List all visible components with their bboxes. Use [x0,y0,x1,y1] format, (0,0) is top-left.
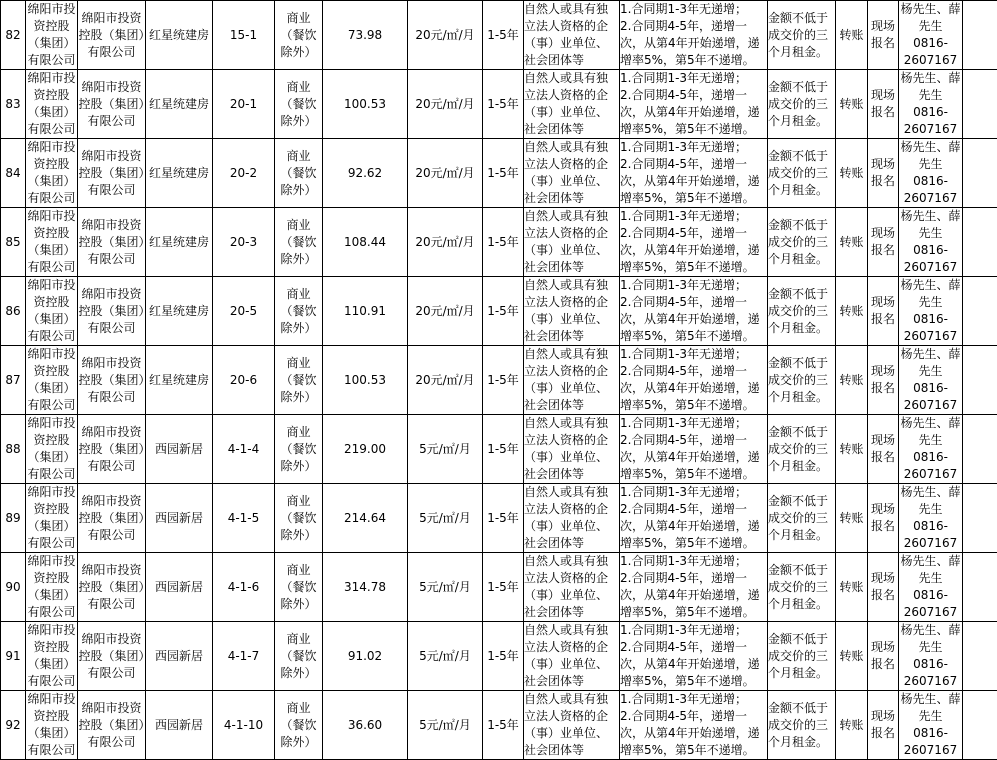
contact-cell [899,139,963,208]
unit-number-cell: 4-1-7 [213,622,275,691]
lessor-cell: 绵阳市投资控股（集团）有限公司 [26,346,78,415]
unit-number-cell: 4-1-5 [213,484,275,553]
contact-name: 杨先生、薛先生 [899,139,962,173]
empty-cell [963,277,997,346]
business-type-cell: 商业（餐饮除外） [275,1,323,70]
lease-term-cell: 1-5年 [483,208,524,277]
escalation-clause-2: 2.合同期4-5年，递增一次，从第4年开始递增，递增率5%，第5年不递增。 [620,432,767,483]
registration-method-cell: 现场报名 [868,553,899,622]
rent-escalation-cell [620,1,768,70]
rent-escalation-cell [620,208,768,277]
business-type-cell: 商业（餐饮除外） [275,691,323,760]
empty-cell [963,1,997,70]
row-number-cell: 88 [1,415,26,484]
table-row [1,691,997,760]
manager-cell: 绵阳市投资控股（集团）有限公司 [78,70,146,139]
deposit-cell: 金额不低于成交价的三个月租金。 [768,484,836,553]
rent-escalation-cell [620,484,768,553]
empty-cell [963,484,997,553]
escalation-clause-2: 2.合同期4-5年，递增一次，从第4年开始递增，递增率5%，第5年不递增。 [620,87,767,138]
escalation-clause-2: 2.合同期4-5年，递增一次，从第4年开始递增，递增率5%，第5年不递增。 [620,570,767,621]
area-cell: 91.02 [323,622,408,691]
contact-phone: 0816-2607167 [899,725,962,759]
contact-phone: 0816-2607167 [899,380,962,414]
business-type-cell: 商业（餐饮除外） [275,484,323,553]
row-number-cell: 89 [1,484,26,553]
payment-method-cell: 转账 [836,553,868,622]
lessor-cell: 绵阳市投资控股（集团）有限公司 [26,70,78,139]
deposit-cell: 金额不低于成交价的三个月租金。 [768,553,836,622]
contact-name: 杨先生、薛先生 [899,277,962,311]
payment-method-cell: 转账 [836,415,868,484]
rent-escalation-cell [620,277,768,346]
rent-price-cell: 20元/㎡/月 [408,208,483,277]
rent-escalation-cell [620,139,768,208]
lease-term-cell: 1-5年 [483,691,524,760]
registration-method-cell: 现场报名 [868,70,899,139]
payment-method-cell: 转账 [836,277,868,346]
contact-cell [899,1,963,70]
registration-method-cell: 现场报名 [868,139,899,208]
table-row [1,484,997,553]
tenant-qualification-cell: 自然人或具有独立法人资格的企（事）业单位、社会团体等 [524,415,620,484]
lessor-cell: 绵阳市投资控股（集团）有限公司 [26,208,78,277]
rent-price-cell: 20元/㎡/月 [408,139,483,208]
business-type-cell: 商业（餐饮除外） [275,346,323,415]
area-cell: 314.78 [323,553,408,622]
property-name-cell: 西园新居 [146,484,213,553]
property-name-cell: 西园新居 [146,691,213,760]
area-cell: 100.53 [323,70,408,139]
contact-cell [899,277,963,346]
escalation-clause-2: 2.合同期4-5年，递增一次，从第4年开始递增，递增率5%，第5年不递增。 [620,294,767,345]
registration-method-cell: 现场报名 [868,208,899,277]
table-row [1,346,997,415]
empty-cell [963,553,997,622]
empty-cell [963,208,997,277]
table-row [1,622,997,691]
tenant-qualification-cell: 自然人或具有独立法人资格的企（事）业单位、社会团体等 [524,139,620,208]
tenant-qualification-cell: 自然人或具有独立法人资格的企（事）业单位、社会团体等 [524,622,620,691]
unit-number-cell: 15-1 [213,1,275,70]
escalation-clause-1: 1.合同期1-3年无递增； [620,70,767,87]
escalation-clause-2: 2.合同期4-5年，递增一次，从第4年开始递增，递增率5%，第5年不递增。 [620,363,767,414]
lease-term-cell: 1-5年 [483,346,524,415]
escalation-clause-1: 1.合同期1-3年无递增； [620,208,767,225]
contact-cell [899,691,963,760]
payment-method-cell: 转账 [836,346,868,415]
unit-number-cell: 20-6 [213,346,275,415]
registration-method-cell: 现场报名 [868,346,899,415]
deposit-cell: 金额不低于成交价的三个月租金。 [768,1,836,70]
empty-cell [963,346,997,415]
unit-number-cell: 20-5 [213,277,275,346]
deposit-cell: 金额不低于成交价的三个月租金。 [768,139,836,208]
table-row [1,208,997,277]
lease-term-cell: 1-5年 [483,277,524,346]
contact-name: 杨先生、薛先生 [899,415,962,449]
manager-cell: 绵阳市投资控股（集团）有限公司 [78,139,146,208]
business-type-cell: 商业（餐饮除外） [275,277,323,346]
contact-cell [899,484,963,553]
escalation-clause-1: 1.合同期1-3年无递增； [620,691,767,708]
lease-term-cell: 1-5年 [483,622,524,691]
lessor-cell: 绵阳市投资控股（集团）有限公司 [26,484,78,553]
registration-method-cell: 现场报名 [868,484,899,553]
property-name-cell: 红星统建房 [146,346,213,415]
escalation-clause-1: 1.合同期1-3年无递增； [620,484,767,501]
contact-name: 杨先生、薛先生 [899,553,962,587]
rent-escalation-cell [620,622,768,691]
table-row [1,1,997,70]
lessor-cell: 绵阳市投资控股（集团）有限公司 [26,277,78,346]
contact-name: 杨先生、薛先生 [899,691,962,725]
area-cell: 100.53 [323,346,408,415]
deposit-cell: 金额不低于成交价的三个月租金。 [768,346,836,415]
contact-phone: 0816-2607167 [899,104,962,138]
tenant-qualification-cell: 自然人或具有独立法人资格的企（事）业单位、社会团体等 [524,208,620,277]
unit-number-cell: 20-2 [213,139,275,208]
manager-cell: 绵阳市投资控股（集团）有限公司 [78,346,146,415]
registration-method-cell: 现场报名 [868,277,899,346]
rent-price-cell: 20元/㎡/月 [408,1,483,70]
payment-method-cell: 转账 [836,691,868,760]
property-name-cell: 西园新居 [146,553,213,622]
property-name-cell: 红星统建房 [146,70,213,139]
table-row [1,70,997,139]
rent-escalation-cell [620,70,768,139]
unit-number-cell: 4-1-6 [213,553,275,622]
business-type-cell: 商业（餐饮除外） [275,622,323,691]
payment-method-cell: 转账 [836,208,868,277]
lease-term-cell: 1-5年 [483,1,524,70]
manager-cell: 绵阳市投资控股（集团）有限公司 [78,1,146,70]
escalation-clause-1: 1.合同期1-3年无递增； [620,1,767,18]
rent-escalation-cell [620,415,768,484]
lessor-cell: 绵阳市投资控股（集团）有限公司 [26,139,78,208]
row-number-cell: 83 [1,70,26,139]
rent-price-cell: 20元/㎡/月 [408,346,483,415]
payment-method-cell: 转账 [836,622,868,691]
unit-number-cell: 4-1-4 [213,415,275,484]
area-cell: 214.64 [323,484,408,553]
row-number-cell: 91 [1,622,26,691]
contact-phone: 0816-2607167 [899,449,962,483]
tenant-qualification-cell: 自然人或具有独立法人资格的企（事）业单位、社会团体等 [524,1,620,70]
empty-cell [963,70,997,139]
payment-method-cell: 转账 [836,484,868,553]
payment-method-cell: 转账 [836,139,868,208]
escalation-clause-2: 2.合同期4-5年，递增一次，从第4年开始递增，递增率5%，第5年不递增。 [620,225,767,276]
contact-cell [899,208,963,277]
escalation-clause-1: 1.合同期1-3年无递增； [620,622,767,639]
escalation-clause-2: 2.合同期4-5年，递增一次，从第4年开始递增，递增率5%，第5年不递增。 [620,18,767,69]
manager-cell: 绵阳市投资控股（集团）有限公司 [78,415,146,484]
tenant-qualification-cell: 自然人或具有独立法人资格的企（事）业单位、社会团体等 [524,691,620,760]
property-name-cell: 红星统建房 [146,1,213,70]
unit-number-cell: 20-1 [213,70,275,139]
property-name-cell: 红星统建房 [146,277,213,346]
rent-escalation-cell [620,346,768,415]
rent-price-cell: 5元/㎡/月 [408,622,483,691]
registration-method-cell: 现场报名 [868,415,899,484]
area-cell: 108.44 [323,208,408,277]
manager-cell: 绵阳市投资控股（集团）有限公司 [78,208,146,277]
row-number-cell: 86 [1,277,26,346]
contact-cell [899,622,963,691]
registration-method-cell: 现场报名 [868,622,899,691]
row-number-cell: 90 [1,553,26,622]
rent-price-cell: 20元/㎡/月 [408,70,483,139]
escalation-clause-1: 1.合同期1-3年无递增； [620,553,767,570]
escalation-clause-2: 2.合同期4-5年，递增一次，从第4年开始递增，递增率5%，第5年不递增。 [620,708,767,759]
contact-name: 杨先生、薛先生 [899,622,962,656]
lease-term-cell: 1-5年 [483,70,524,139]
escalation-clause-1: 1.合同期1-3年无递增； [620,277,767,294]
manager-cell: 绵阳市投资控股（集团）有限公司 [78,622,146,691]
rent-price-cell: 5元/㎡/月 [408,484,483,553]
contact-phone: 0816-2607167 [899,311,962,345]
property-name-cell: 西园新居 [146,622,213,691]
rent-price-cell: 5元/㎡/月 [408,553,483,622]
manager-cell: 绵阳市投资控股（集团）有限公司 [78,484,146,553]
escalation-clause-2: 2.合同期4-5年，递增一次，从第4年开始递增，递增率5%，第5年不递增。 [620,156,767,207]
row-number-cell: 87 [1,346,26,415]
contact-phone: 0816-2607167 [899,656,962,690]
property-name-cell: 红星统建房 [146,208,213,277]
empty-cell [963,139,997,208]
tenant-qualification-cell: 自然人或具有独立法人资格的企（事）业单位、社会团体等 [524,346,620,415]
deposit-cell: 金额不低于成交价的三个月租金。 [768,208,836,277]
rent-price-cell: 5元/㎡/月 [408,415,483,484]
row-number-cell: 84 [1,139,26,208]
lessor-cell: 绵阳市投资控股（集团）有限公司 [26,415,78,484]
escalation-clause-2: 2.合同期4-5年，递增一次，从第4年开始递增，递增率5%，第5年不递增。 [620,501,767,552]
manager-cell: 绵阳市投资控股（集团）有限公司 [78,277,146,346]
business-type-cell: 商业（餐饮除外） [275,208,323,277]
table-row [1,277,997,346]
manager-cell: 绵阳市投资控股（集团）有限公司 [78,691,146,760]
rent-escalation-cell [620,691,768,760]
empty-cell [963,691,997,760]
lease-term-cell: 1-5年 [483,415,524,484]
lessor-cell: 绵阳市投资控股（集团）有限公司 [26,622,78,691]
payment-method-cell: 转账 [836,70,868,139]
escalation-clause-1: 1.合同期1-3年无递增； [620,139,767,156]
lessor-cell: 绵阳市投资控股（集团）有限公司 [26,691,78,760]
contact-name: 杨先生、薛先生 [899,346,962,380]
business-type-cell: 商业（餐饮除外） [275,139,323,208]
deposit-cell: 金额不低于成交价的三个月租金。 [768,70,836,139]
contact-phone: 0816-2607167 [899,35,962,69]
registration-method-cell: 现场报名 [868,691,899,760]
area-cell: 36.60 [323,691,408,760]
manager-cell: 绵阳市投资控股（集团）有限公司 [78,553,146,622]
contact-name: 杨先生、薛先生 [899,484,962,518]
lease-term-cell: 1-5年 [483,484,524,553]
rent-price-cell: 5元/㎡/月 [408,691,483,760]
row-number-cell: 85 [1,208,26,277]
row-number-cell: 92 [1,691,26,760]
empty-cell [963,415,997,484]
row-number-cell: 82 [1,1,26,70]
contact-name: 杨先生、薛先生 [899,208,962,242]
property-name-cell: 西园新居 [146,415,213,484]
registration-method-cell: 现场报名 [868,1,899,70]
contact-cell [899,70,963,139]
escalation-clause-1: 1.合同期1-3年无递增； [620,346,767,363]
deposit-cell: 金额不低于成交价的三个月租金。 [768,691,836,760]
lease-term-cell: 1-5年 [483,139,524,208]
lessor-cell: 绵阳市投资控股（集团）有限公司 [26,1,78,70]
unit-number-cell: 4-1-10 [213,691,275,760]
area-cell: 92.62 [323,139,408,208]
rent-escalation-cell [620,553,768,622]
business-type-cell: 商业（餐饮除外） [275,415,323,484]
contact-name: 杨先生、薛先生 [899,70,962,104]
property-name-cell: 红星统建房 [146,139,213,208]
contact-cell [899,415,963,484]
empty-cell [963,622,997,691]
tenant-qualification-cell: 自然人或具有独立法人资格的企（事）业单位、社会团体等 [524,553,620,622]
contact-cell [899,346,963,415]
table-row [1,553,997,622]
area-cell: 219.00 [323,415,408,484]
contact-phone: 0816-2607167 [899,587,962,621]
deposit-cell: 金额不低于成交价的三个月租金。 [768,415,836,484]
tenant-qualification-cell: 自然人或具有独立法人资格的企（事）业单位、社会团体等 [524,277,620,346]
contact-phone: 0816-2607167 [899,173,962,207]
table-row [1,139,997,208]
contact-cell [899,553,963,622]
deposit-cell: 金额不低于成交价的三个月租金。 [768,622,836,691]
unit-number-cell: 20-3 [213,208,275,277]
escalation-clause-2: 2.合同期4-5年，递增一次，从第4年开始递增，递增率5%，第5年不递增。 [620,639,767,690]
contact-phone: 0816-2607167 [899,242,962,276]
tenant-qualification-cell: 自然人或具有独立法人资格的企（事）业单位、社会团体等 [524,70,620,139]
contact-phone: 0816-2607167 [899,518,962,552]
rent-price-cell: 20元/㎡/月 [408,277,483,346]
escalation-clause-1: 1.合同期1-3年无递增； [620,415,767,432]
lease-term-cell: 1-5年 [483,553,524,622]
contact-name: 杨先生、薛先生 [899,1,962,35]
business-type-cell: 商业（餐饮除外） [275,553,323,622]
table-row [1,415,997,484]
payment-method-cell: 转账 [836,1,868,70]
tenant-qualification-cell: 自然人或具有独立法人资格的企（事）业单位、社会团体等 [524,484,620,553]
lessor-cell: 绵阳市投资控股（集团）有限公司 [26,553,78,622]
area-cell: 110.91 [323,277,408,346]
deposit-cell: 金额不低于成交价的三个月租金。 [768,277,836,346]
area-cell: 73.98 [323,1,408,70]
business-type-cell: 商业（餐饮除外） [275,70,323,139]
